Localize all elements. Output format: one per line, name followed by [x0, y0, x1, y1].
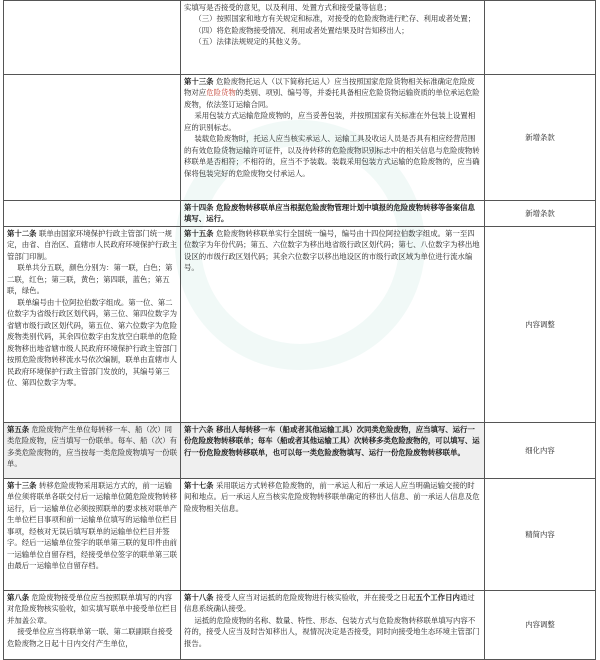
- change-note: 细化内容: [485, 423, 596, 479]
- new-article-cell: 第十四条 危险废物转移联单应当根据危险废物管理计划中填报的危险废物转移等备案信息填写、运行。: [181, 201, 485, 227]
- table-row: [4, 227, 596, 423]
- old-article-cell: [4, 1, 181, 75]
- old-article-cell: [4, 201, 181, 227]
- change-note: 精简内容: [485, 479, 596, 591]
- table-row: [4, 201, 596, 227]
- change-note: 内容调整: [485, 227, 596, 423]
- new-article-cell: 第十八条 接受人应当对运抵的危险废物进行核实验收，并在接受之日起五个工作日内通过信息系统确认接受。 运抵的危险废物的名称、数量、特性、形态、包装方式与危险废物转移联单填写内容不符的，接受人应当及时告知移出人，视情况决定是否接受，同时向接受地生态环境主管部门报告。: [181, 591, 485, 660]
- table-row: [4, 423, 596, 479]
- old-article-cell: 第八条 危险废物接受单位应当按照联单填写的内容对危险废物核实验收，如实填写联单中接受单位栏目并加盖公章。 接受单位应当将联单第一联、第二联副联自接受危险废物之日起十日内交付产生单位，: [4, 591, 181, 660]
- table-row: [4, 75, 596, 201]
- new-article-cell: 第十六条 移出人每转移一车（船或者其他运输工具）次同类危险废物，应当填写、运行一份危险废物转移联单；每车（船或者其他运输工具）次转移多类危险废物的，可以填写、运行一份危险废物转移联单，也可以每一类危险废物填写、运行一份危险废物转移联单。: [181, 423, 485, 479]
- change-note: [485, 1, 596, 75]
- old-article-cell: [4, 75, 181, 201]
- new-article-cell: 实填写是否接受的意见，以及利用、处置方式和接受量等信息； （三）按照国家和地方有关规定和标准，对接受的危险废物进行贮存、利用或者处置； （四）将危险废物接受情况、利用或者处置结果及时告知移出人； （五）法律法规规定的其他义务。: [181, 1, 485, 75]
- change-note: 新增条款: [485, 75, 596, 201]
- table-row: [4, 1, 596, 75]
- new-article-cell: 第十七条 采用联运方式转移危险废物的，前一承运人和后一承运人应当明确运输交接的时间和地点。后一承运人应当核实危险废物转移联单确定的移出人信息、前一承运人信息及危险废物相关信息。: [181, 479, 485, 591]
- change-note: 内容调整: [485, 591, 596, 660]
- table-row: [4, 591, 596, 660]
- old-article-cell: 第五条 危险废物产生单位每转移一车、船（次）同类危险废物，应当填写一份联单。每车、船（次）有多类危险废物的，应当按每一类危险废物填写一份联单。: [4, 423, 181, 479]
- old-article-cell: 第十二条 联单由国家环境保护行政主管部门统一规定，由省、自治区、直辖市人民政府环境保护行政主管部门印制。 联单共分五联，颜色分别为：第一联，白色；第二联，红色；第三联，黄色；第四联，蓝色；第五联，绿色。 联单编号由十位阿拉伯数字组成。第一位、第二位数字为省级行政区划代码，第三位、第四位数字为省辖市级行政区划代码，第五位、第六位数字为危险废物类别代码，其余四位数字由发放空白联单的危险废物移出地省辖市级人民政府环境保护行政主管部门按照危险废物转移流水号依次编制，联单由直辖市人民政府环境保护行政主管部门发放的，其编号第三位、第四位数字为零。: [4, 227, 181, 423]
- new-article-cell: 第十三条 危险废物托运人（以下简称托运人）应当按照国家危险货物相关标准确定危险废物对应危险货物的类别、项别、编号等，并委托具备相应危险货物运输资质的单位承运危险废物，依法签订运输合同。 采用包装方式运输危险废物的，应当妥善包装，并按照国家有关标准在外包装上设置相应的识别标志。 装载危险废物时，托运人应当核实承运人、运输工具及收运人员是否具有相应经营范围的有效危险货物运输许可证件，以及待转移的危险废物识别标志中的相关信息与危险废物转移联单是否相符；不相符的，应当不予装载。装载采用包装方式运输的危险废物的，应当确保将包装完好的危险废物交付承运人。: [181, 75, 485, 201]
- old-article-cell: 第十三条 转移危险废物采用联运方式的，前一运输单位须将联单各联交付后一运输单位随危险废物转移运行，后一运输单位必须按照联单的要求核对联单产生单位栏目事项和前一运输单位填写的运输单位栏目事项，经核对无误后填写联单的运输单位栏目并签字。经后一运输单位签字的联单第三联的复印件由前一运输单位自留存档，经接受单位签字的联单第三联由最后一运输单位自留存档。: [4, 479, 181, 591]
- change-note: 新增条款: [485, 201, 596, 227]
- table-row: [4, 479, 596, 591]
- comparison-table: [3, 0, 596, 660]
- new-article-cell: 第十五条 危险废物转移联单实行全国统一编号，编号由十四位阿拉伯数字组成。第一至四位数字为年份代码；第五、六位数字为移出地省级行政区划代码；第七、八位数字为移出地设区的市级行政区划代码；其余六位数字以移出地设区的市级行政区域为单位进行流水编号。: [181, 227, 485, 423]
